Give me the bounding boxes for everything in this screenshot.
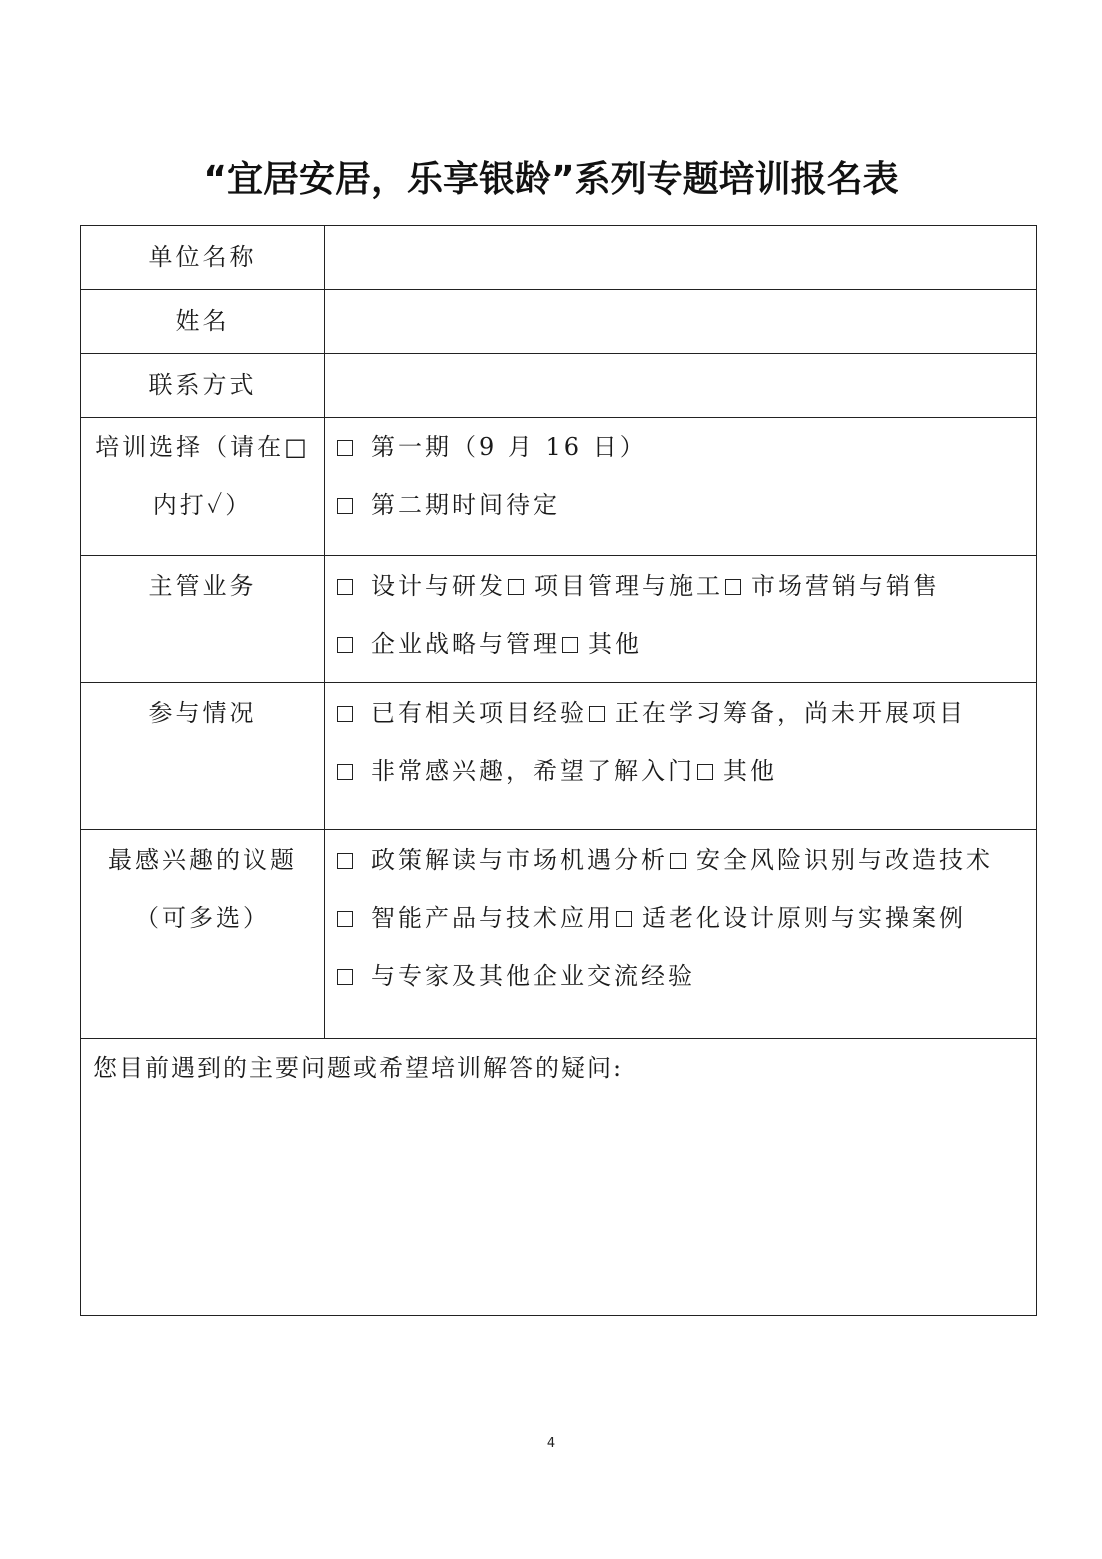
label-business: 主管业务 [81, 556, 325, 683]
row-unit-name [81, 226, 1037, 290]
checkbox-topic-1[interactable] [337, 853, 353, 869]
option-label: 非常感兴趣，希望了解入门 [371, 757, 695, 785]
row-name [81, 290, 1037, 354]
business-option-line [325, 615, 1036, 673]
row-question [81, 1039, 1037, 1316]
option-label: 项目管理与施工 [534, 572, 723, 600]
option-label: 其他 [588, 630, 642, 658]
question-label: 您目前遇到的主要问题或希望培训解答的疑问: [93, 1054, 624, 1082]
option-label: 第一期（9 月 16 日） [371, 433, 647, 461]
row-participation [81, 683, 1037, 830]
checkbox-participation-2[interactable] [589, 706, 605, 722]
row-topics [81, 830, 1037, 1039]
checkbox-training-1[interactable] [337, 440, 353, 456]
option-label: 其他 [723, 757, 777, 785]
option-label: 安全风险识别与改造技术 [696, 846, 993, 874]
label-name: 姓名 [81, 290, 325, 354]
checkbox-business-2[interactable] [508, 579, 524, 595]
topics-option-line [325, 831, 1036, 889]
checkbox-business-3[interactable] [725, 579, 741, 595]
checkbox-topic-4[interactable] [616, 911, 632, 927]
business-options [325, 556, 1037, 683]
page-number: 4 [546, 1436, 556, 1451]
checkbox-topic-5[interactable] [337, 969, 353, 985]
option-label: 政策解读与市场机遇分析 [371, 846, 668, 874]
label-unit-name: 单位名称 [81, 226, 325, 290]
label-contact: 联系方式 [81, 354, 325, 418]
name-field[interactable] [325, 290, 1037, 354]
question-field[interactable] [81, 1039, 1037, 1316]
option-label: 正在学习筹备，尚未开展项目 [615, 699, 966, 727]
checkbox-participation-3[interactable] [337, 764, 353, 780]
training-option-line [325, 476, 1036, 534]
topics-option-line [325, 889, 1036, 947]
checkbox-topic-3[interactable] [337, 911, 353, 927]
checkbox-business-1[interactable] [337, 579, 353, 595]
unit-name-field[interactable] [325, 226, 1037, 290]
label-training: 培训选择（请在□ 内打✓） [81, 418, 325, 556]
checkbox-business-4[interactable] [337, 637, 353, 653]
option-label: 市场营销与销售 [751, 572, 940, 600]
label-participation: 参与情况 [81, 683, 325, 830]
participation-option-line [325, 684, 1036, 742]
participation-options [325, 683, 1037, 830]
checkbox-training-2[interactable] [337, 498, 353, 514]
option-label: 已有相关项目经验 [371, 699, 587, 727]
option-label: 设计与研发 [371, 572, 506, 600]
training-option-line [325, 418, 1036, 476]
option-label: 适老化设计原则与实操案例 [642, 904, 966, 932]
option-label: 智能产品与技术应用 [371, 904, 614, 932]
checkbox-business-5[interactable] [562, 637, 578, 653]
option-label: 第二期时间待定 [371, 491, 560, 519]
business-option-line [325, 557, 1036, 615]
row-business [81, 556, 1037, 683]
checkbox-participation-1[interactable] [337, 706, 353, 722]
registration-form [80, 225, 1037, 1316]
checkbox-topic-2[interactable] [670, 853, 686, 869]
row-contact [81, 354, 1037, 418]
topics-option-line [325, 947, 1036, 1005]
row-training [81, 418, 1037, 556]
topics-options [325, 830, 1037, 1039]
option-label: 与专家及其他企业交流经验 [371, 962, 695, 990]
label-topics: 最感兴趣的议题 （可多选） [81, 830, 325, 1039]
training-options [325, 418, 1037, 556]
option-label: 企业战略与管理 [371, 630, 560, 658]
page-title: “宜居安居，乐享银龄”系列专题培训报名表 [203, 159, 899, 200]
contact-field[interactable] [325, 354, 1037, 418]
checkbox-participation-4[interactable] [697, 764, 713, 780]
participation-option-line [325, 742, 1036, 800]
